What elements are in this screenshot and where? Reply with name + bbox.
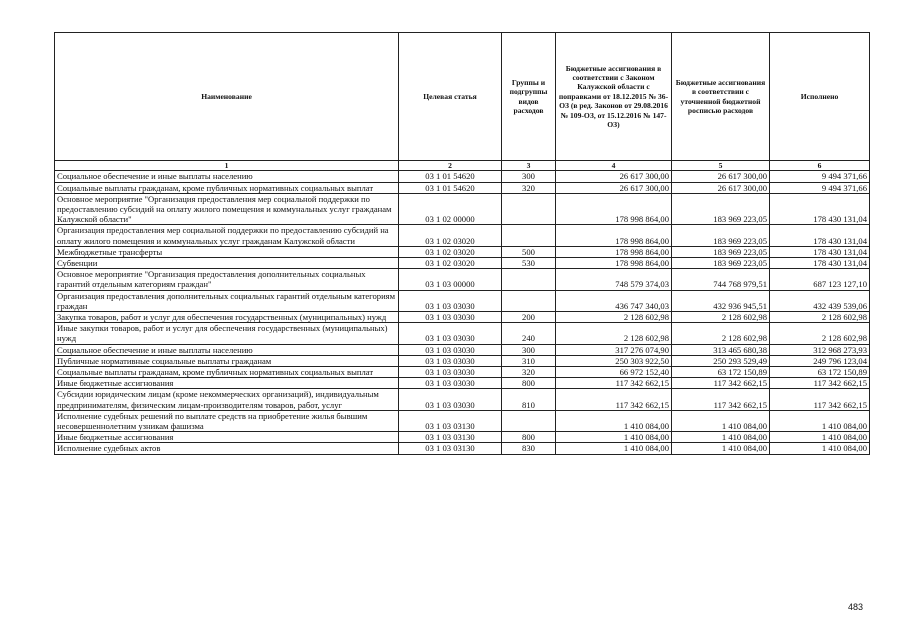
page-number: 483 [848, 602, 864, 612]
row-executed: 249 796 123,04 [770, 355, 870, 366]
table-row [55, 258, 870, 269]
table-row [55, 182, 870, 193]
row-expense-group: 320 [502, 182, 556, 193]
row-law-allocation: 66 972 152,40 [556, 367, 672, 378]
row-refined-allocation: 2 128 602,98 [672, 312, 770, 323]
row-executed: 312 968 273,93 [770, 344, 870, 355]
row-law-allocation: 1 410 084,00 [556, 443, 672, 454]
row-name: Организация предоставления дополнительных социальных гарантий отдельным категориям граждан [55, 290, 399, 311]
header-name: Наименование [55, 33, 399, 161]
row-expense-group [502, 225, 556, 246]
row-law-allocation: 317 276 074,90 [556, 344, 672, 355]
row-law-allocation: 117 342 662,15 [556, 378, 672, 389]
row-refined-allocation: 432 936 945,51 [672, 290, 770, 311]
row-name: Исполнение судебных решений по выплате средств на приобретение жилья бывшим несовершеннолетним узникам фашизма [55, 410, 399, 431]
row-refined-allocation: 183 969 223,05 [672, 258, 770, 269]
row-law-allocation: 26 617 300,00 [556, 182, 672, 193]
row-expense-group: 300 [502, 171, 556, 182]
table-row [55, 410, 870, 431]
table-row [55, 389, 870, 410]
row-expense-group: 300 [502, 344, 556, 355]
row-expense-group: 830 [502, 443, 556, 454]
row-target-article: 03 1 02 00000 [399, 193, 502, 225]
row-law-allocation: 178 998 864,00 [556, 258, 672, 269]
table-row [55, 432, 870, 443]
row-name: Публичные нормативные социальные выплаты гражданам [55, 355, 399, 366]
table-row [55, 269, 870, 290]
column-number: 4 [556, 161, 672, 171]
row-executed: 2 128 602,98 [770, 323, 870, 344]
row-refined-allocation: 183 969 223,05 [672, 246, 770, 257]
header-executed: Исполнено [770, 33, 870, 161]
row-name: Основное мероприятие "Организация предоставления мер социальной поддержки по предоставлению субсидий на оплату жилого помещения и коммунальных услуг гражданам Калужской области" [55, 193, 399, 225]
table-row [55, 171, 870, 182]
row-target-article: 03 1 03 03030 [399, 323, 502, 344]
table-row [55, 367, 870, 378]
row-name: Исполнение судебных актов [55, 443, 399, 454]
row-name: Закупка товаров, работ и услуг для обеспечения государственных (муниципальных) нужд [55, 312, 399, 323]
row-law-allocation: 2 128 602,98 [556, 312, 672, 323]
row-target-article: 03 1 03 03030 [399, 344, 502, 355]
row-executed: 178 430 131,04 [770, 193, 870, 225]
row-target-article: 03 1 03 03030 [399, 312, 502, 323]
row-refined-allocation: 63 172 150,89 [672, 367, 770, 378]
table-row [55, 290, 870, 311]
column-number-row [55, 161, 870, 171]
row-refined-allocation: 1 410 084,00 [672, 432, 770, 443]
row-name: Иные бюджетные ассигнования [55, 432, 399, 443]
header-row [55, 33, 870, 161]
row-name: Социальное обеспечение и иные выплаты населению [55, 344, 399, 355]
row-refined-allocation: 250 293 529,49 [672, 355, 770, 366]
column-number: 3 [502, 161, 556, 171]
row-refined-allocation: 183 969 223,05 [672, 225, 770, 246]
header-refined-allocations: Бюджетные ассигнования в соответствии с уточненной бюджетной росписью расходов [672, 33, 770, 161]
table-body [55, 171, 870, 454]
row-refined-allocation: 2 128 602,98 [672, 323, 770, 344]
row-executed: 687 123 127,10 [770, 269, 870, 290]
row-refined-allocation: 117 342 662,15 [672, 378, 770, 389]
row-name: Иные закупки товаров, работ и услуг для обеспечения государственных (муниципальных) нужд [55, 323, 399, 344]
row-law-allocation: 178 998 864,00 [556, 193, 672, 225]
table-row [55, 323, 870, 344]
row-law-allocation: 26 617 300,00 [556, 171, 672, 182]
table-row [55, 225, 870, 246]
row-expense-group [502, 269, 556, 290]
row-executed: 178 430 131,04 [770, 225, 870, 246]
row-law-allocation: 1 410 084,00 [556, 410, 672, 431]
row-name: Межбюджетные трансферты [55, 246, 399, 257]
column-number: 5 [672, 161, 770, 171]
row-executed: 9 494 371,66 [770, 171, 870, 182]
row-target-article: 03 1 02 03020 [399, 258, 502, 269]
row-target-article: 03 1 03 03130 [399, 443, 502, 454]
row-law-allocation: 436 747 340,03 [556, 290, 672, 311]
table-row [55, 344, 870, 355]
row-refined-allocation: 1 410 084,00 [672, 410, 770, 431]
row-target-article: 03 1 03 03130 [399, 410, 502, 431]
column-number: 1 [55, 161, 399, 171]
budget-table [54, 32, 870, 455]
row-expense-group: 800 [502, 432, 556, 443]
row-executed: 117 342 662,15 [770, 389, 870, 410]
row-law-allocation: 178 998 864,00 [556, 246, 672, 257]
row-law-allocation: 748 579 374,03 [556, 269, 672, 290]
row-law-allocation: 178 998 864,00 [556, 225, 672, 246]
row-target-article: 03 1 02 03020 [399, 246, 502, 257]
row-refined-allocation: 744 768 979,51 [672, 269, 770, 290]
row-refined-allocation: 26 617 300,00 [672, 182, 770, 193]
row-expense-group [502, 193, 556, 225]
row-expense-group: 530 [502, 258, 556, 269]
row-name: Основное мероприятие "Организация предоставления дополнительных социальных гарантий отдельным категориям граждан" [55, 269, 399, 290]
row-executed: 2 128 602,98 [770, 312, 870, 323]
row-expense-group: 500 [502, 246, 556, 257]
row-target-article: 03 1 03 03030 [399, 378, 502, 389]
row-executed: 1 410 084,00 [770, 443, 870, 454]
row-law-allocation: 1 410 084,00 [556, 432, 672, 443]
row-law-allocation: 250 303 922,50 [556, 355, 672, 366]
row-refined-allocation: 183 969 223,05 [672, 193, 770, 225]
header-law-allocations: Бюджетные ассигнования в соответствии с Законом Калужской области с поправками от 18.12.2015 № 36-ОЗ (в ред. Законов от 29.08.2016 № 109-ОЗ, от 15.12.2016 № 147-ОЗ) [556, 33, 672, 161]
row-executed: 1 410 084,00 [770, 432, 870, 443]
row-target-article: 03 1 03 03130 [399, 432, 502, 443]
row-executed: 9 494 371,66 [770, 182, 870, 193]
table-row [55, 378, 870, 389]
row-name: Социальные выплаты гражданам, кроме публичных нормативных социальных выплат [55, 367, 399, 378]
row-target-article: 03 1 03 00000 [399, 269, 502, 290]
row-target-article: 03 1 03 03030 [399, 389, 502, 410]
row-target-article: 03 1 03 03030 [399, 355, 502, 366]
column-number: 6 [770, 161, 870, 171]
table-row [55, 443, 870, 454]
row-name: Субсидии юридическим лицам (кроме некоммерческих организаций), индивидуальным предпринимателям, физическим лицам-производителям товаров, работ, услуг [55, 389, 399, 410]
row-name: Субвенции [55, 258, 399, 269]
row-expense-group: 810 [502, 389, 556, 410]
table-row [55, 355, 870, 366]
table-row [55, 246, 870, 257]
row-refined-allocation: 1 410 084,00 [672, 443, 770, 454]
row-expense-group [502, 290, 556, 311]
row-refined-allocation: 117 342 662,15 [672, 389, 770, 410]
row-executed: 1 410 084,00 [770, 410, 870, 431]
header-expense-group: Группы и подгруппы видов расходов [502, 33, 556, 161]
row-expense-group: 320 [502, 367, 556, 378]
row-law-allocation: 2 128 602,98 [556, 323, 672, 344]
row-expense-group [502, 410, 556, 431]
row-name: Социальное обеспечение и иные выплаты населению [55, 171, 399, 182]
row-refined-allocation: 313 465 680,38 [672, 344, 770, 355]
row-target-article: 03 1 03 03030 [399, 290, 502, 311]
row-name: Организация предоставления мер социальной поддержки по предоставлению субсидий на оплату жилого помещения и коммунальных услуг гражданам Калужской области [55, 225, 399, 246]
row-target-article: 03 1 01 54620 [399, 182, 502, 193]
row-expense-group: 800 [502, 378, 556, 389]
row-target-article: 03 1 01 54620 [399, 171, 502, 182]
row-expense-group: 200 [502, 312, 556, 323]
row-expense-group: 310 [502, 355, 556, 366]
column-number: 2 [399, 161, 502, 171]
row-name: Социальные выплаты гражданам, кроме публичных нормативных социальных выплат [55, 182, 399, 193]
table-row [55, 312, 870, 323]
table-header [55, 33, 870, 171]
header-target-article: Целевая статья [399, 33, 502, 161]
row-executed: 178 430 131,04 [770, 258, 870, 269]
row-executed: 178 430 131,04 [770, 246, 870, 257]
row-executed: 432 439 539,06 [770, 290, 870, 311]
row-executed: 117 342 662,15 [770, 378, 870, 389]
table-row [55, 193, 870, 225]
row-refined-allocation: 26 617 300,00 [672, 171, 770, 182]
row-name: Иные бюджетные ассигнования [55, 378, 399, 389]
row-expense-group: 240 [502, 323, 556, 344]
row-law-allocation: 117 342 662,15 [556, 389, 672, 410]
row-executed: 63 172 150,89 [770, 367, 870, 378]
row-target-article: 03 1 02 03020 [399, 225, 502, 246]
row-target-article: 03 1 03 03030 [399, 367, 502, 378]
